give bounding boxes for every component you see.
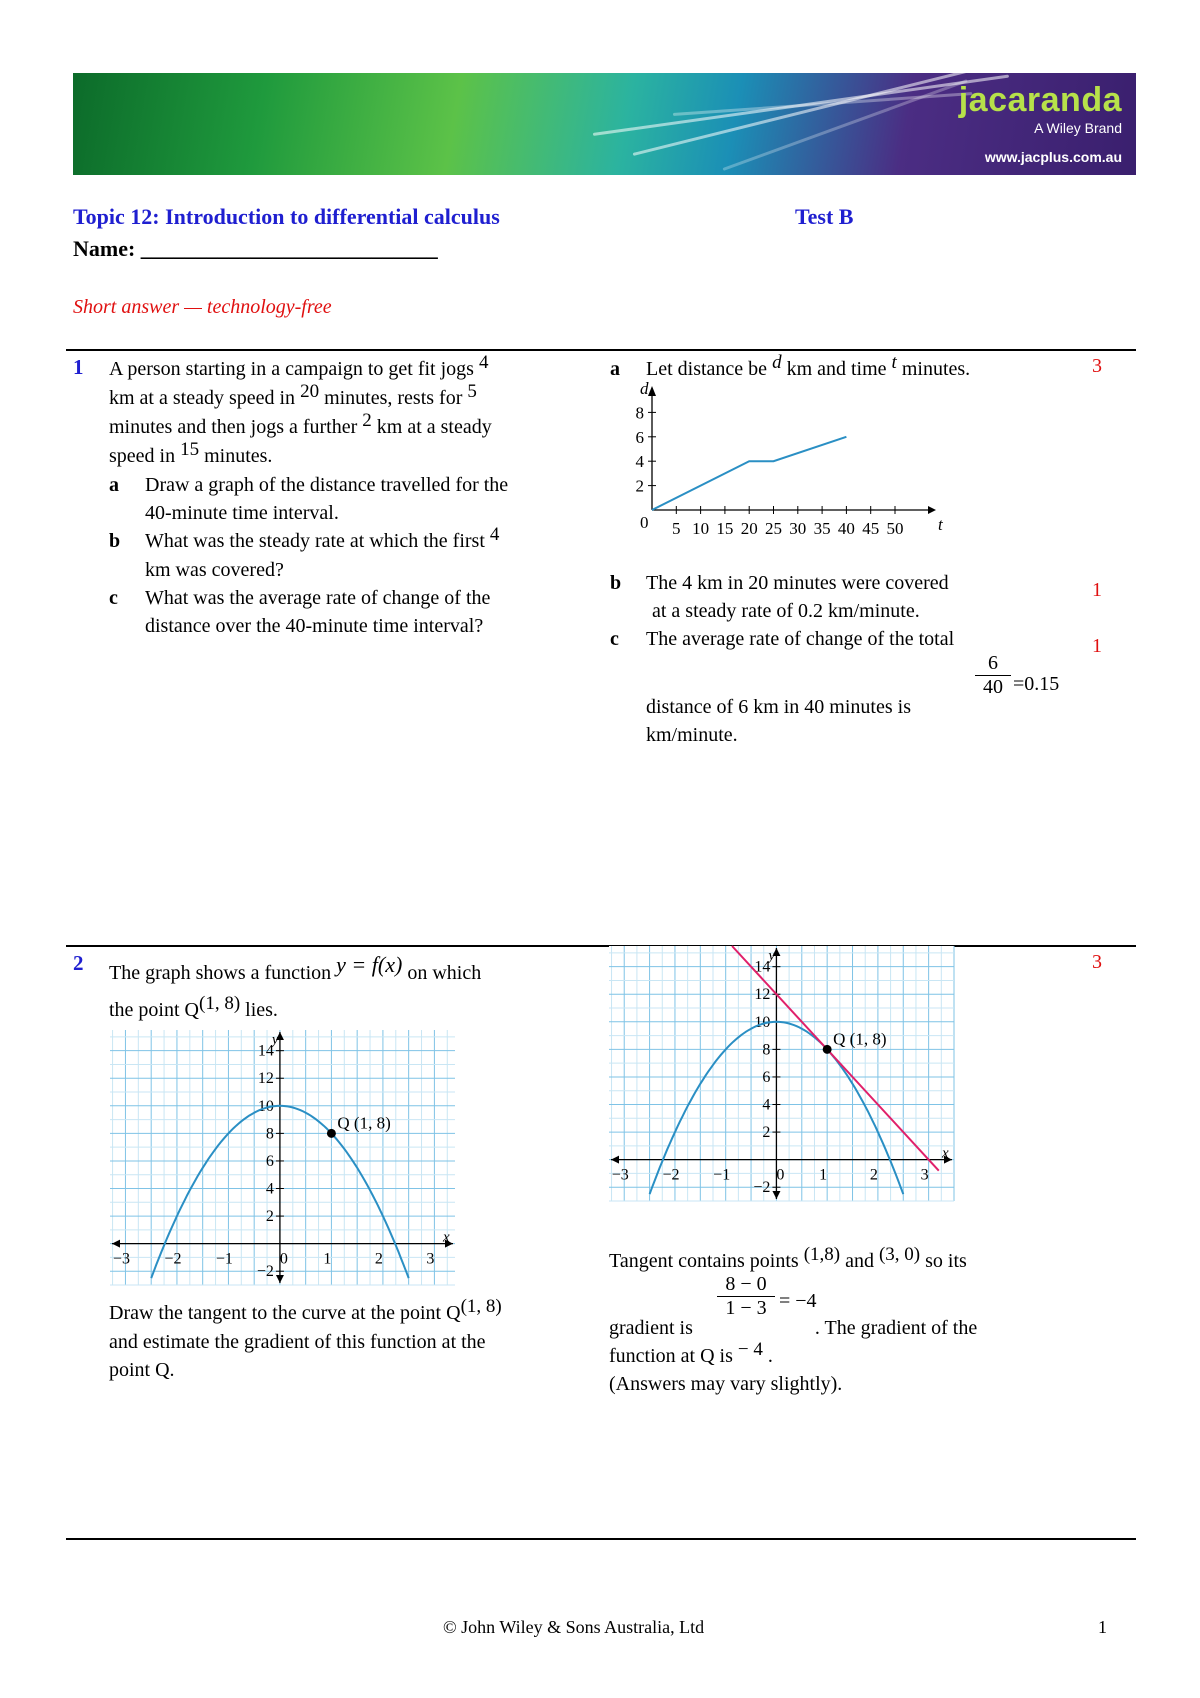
origin-label: 0	[640, 513, 649, 532]
mark: 3	[1092, 355, 1102, 377]
y-tick-label: 2	[265, 1208, 274, 1226]
q1-value: 15	[180, 439, 200, 460]
fraction-numerator: 6	[988, 652, 998, 674]
y-tick-label: 14	[257, 1042, 274, 1060]
answer-text: The 4 km in 20 minutes were covered	[646, 572, 949, 594]
y-tick-label: −2	[753, 1179, 771, 1197]
q1-line: km at a steady speed in	[109, 387, 296, 409]
y-tick-label: 2	[635, 476, 644, 496]
q1-value: 2	[362, 410, 372, 431]
fraction-denominator: 40	[975, 675, 1011, 699]
q1-answer-b	[610, 569, 1030, 653]
question-number: 1	[73, 355, 84, 379]
answer-text: minutes.	[901, 358, 971, 380]
answer-text: and	[845, 1250, 874, 1272]
q1-line: A person starting in a campaign to get fit jogs	[109, 358, 474, 380]
part-text: distance over the 40-minute time interval?	[145, 615, 484, 637]
divider-middle	[66, 945, 1136, 947]
tangent-graph	[609, 946, 954, 1201]
q1-value: 4	[489, 524, 500, 545]
x-tick-label: 35	[813, 519, 831, 538]
fraction-denominator: 1 − 3	[717, 1296, 775, 1320]
point-coordinates: (1,8)	[803, 1244, 841, 1265]
point-q	[327, 1129, 336, 1138]
y-tick-label: 10	[754, 1013, 771, 1031]
y-tick-label: 4	[635, 452, 644, 472]
point-coordinates: (3, 0)	[878, 1244, 921, 1265]
publisher-logo	[959, 81, 1122, 165]
q2-instruction	[109, 1296, 599, 1384]
x-tick-label: −3	[112, 1250, 130, 1268]
x-tick-label: 0	[776, 1166, 785, 1184]
var-d: d	[772, 352, 782, 373]
y-tick-label: 6	[635, 427, 644, 447]
y-tick-label: 2	[762, 1124, 771, 1142]
test-label: Test B	[795, 204, 854, 229]
q1-line: km at a steady	[376, 416, 492, 438]
q1-answer-a	[610, 352, 971, 384]
part-text: km was covered?	[145, 559, 284, 581]
gradient-value: − 4	[737, 1339, 763, 1360]
q2-answer-line1	[609, 1244, 967, 1276]
page-number: 1	[1098, 1617, 1107, 1637]
x-tick-label: −2	[662, 1166, 680, 1184]
q2-text: lies.	[245, 999, 278, 1021]
part-label: c	[109, 587, 118, 609]
y-tick-label: 12	[257, 1070, 274, 1088]
brand-url: www.jacplus.com.au	[984, 149, 1122, 165]
section-label: Short answer — technology-free	[73, 296, 332, 318]
header-banner	[73, 73, 1136, 175]
x-tick-label: 5	[672, 519, 681, 538]
y-tick-label: 10	[257, 1097, 274, 1115]
brand-subtitle: A Wiley Brand	[1034, 120, 1122, 136]
plot-background	[110, 1030, 455, 1285]
part-text: What was the average rate of change of the	[145, 587, 491, 609]
x-tick-label: 3	[426, 1250, 435, 1268]
q1-line: speed in	[109, 445, 176, 467]
x-axis-label: t	[938, 515, 943, 534]
y-tick-label: 6	[265, 1152, 274, 1170]
q1-value: 5	[467, 381, 477, 402]
answer-text: Tangent contains points	[609, 1250, 799, 1272]
y-axis-label: d	[640, 379, 649, 398]
y-tick-label: 8	[762, 1041, 771, 1059]
answer-text: function at Q is	[609, 1345, 733, 1367]
x-tick-label: 40	[837, 519, 855, 538]
y-axis-arrow	[648, 386, 656, 396]
brand-logo-text: jacaranda	[958, 81, 1122, 119]
x-tick-label: 1	[323, 1250, 332, 1268]
y-tick-label: 14	[754, 958, 771, 976]
mark: 1	[1092, 579, 1102, 601]
x-axis-label: x	[443, 1229, 450, 1246]
part-text: 40-minute time interval.	[145, 502, 339, 524]
distance-line	[652, 437, 846, 510]
x-tick-label: −2	[164, 1250, 182, 1268]
answer-text: km/minute.	[646, 724, 738, 746]
q2-question-line1	[109, 952, 482, 987]
x-tick-label: 3	[920, 1166, 929, 1184]
q2-text: Draw the tangent to the curve at the point Q	[109, 1302, 461, 1324]
mark: 3	[1092, 951, 1102, 973]
x-tick-label: 2	[869, 1166, 878, 1184]
x-axis-arrow	[928, 506, 936, 514]
fraction	[975, 652, 1011, 699]
q1-line: minutes and then jogs a further	[109, 416, 358, 438]
point-q-label: Q (1, 8)	[833, 1029, 887, 1049]
x-tick-label: 15	[716, 519, 734, 538]
q1-question	[109, 352, 599, 640]
answer-text: . The gradient of the	[814, 1317, 978, 1339]
q2-text: on which	[407, 962, 482, 984]
parabola-graph	[110, 1030, 455, 1285]
answer-text: gradient is	[609, 1317, 693, 1339]
y-tick-label: −2	[256, 1263, 274, 1281]
answer-label: b	[610, 572, 622, 594]
function-notation: y = f(x)	[336, 952, 403, 977]
y-axis-label: y	[271, 1032, 279, 1048]
x-tick-label: 2	[374, 1250, 383, 1268]
x-axis-label: x	[942, 1145, 949, 1162]
y-tick-label: 8	[635, 403, 644, 423]
point-q-label: Q (1, 8)	[337, 1113, 391, 1133]
x-tick-label: 50	[886, 519, 904, 538]
answer-text: distance of 6 km in 40 minutes is	[646, 696, 911, 718]
answer-label: a	[610, 358, 620, 380]
divider-top	[66, 349, 1136, 351]
mark: 1	[1092, 635, 1102, 657]
part-label: a	[109, 474, 119, 496]
fraction-result: =0.15	[1013, 673, 1060, 695]
topic-title: Topic 12: Introduction to differential calculus	[73, 204, 500, 229]
q1-line: minutes.	[204, 445, 273, 467]
point-coordinates: (1, 8)	[199, 993, 241, 1014]
name-field: Name: ___________________________	[73, 236, 438, 261]
answer-label: c	[610, 628, 619, 650]
y-axis-label: y	[768, 948, 776, 964]
copyright: © John Wiley & Sons Australia, Ltd	[443, 1617, 705, 1637]
divider-bottom	[66, 1538, 1136, 1540]
fraction-result: = −4	[779, 1290, 817, 1312]
var-t: t	[891, 352, 897, 373]
q2-text: The graph shows a function	[109, 962, 332, 984]
part-label: b	[109, 530, 121, 552]
distance-time-graph	[635, 379, 943, 542]
q2-question-line2	[109, 993, 278, 1025]
x-tick-label: −1	[215, 1250, 233, 1268]
answer-text: at a steady rate of 0.2 km/minute.	[652, 600, 920, 622]
answer-text: .	[767, 1345, 773, 1367]
answer-text: km and time	[786, 358, 887, 380]
y-tick-label: 8	[265, 1125, 274, 1143]
y-tick-label: 4	[265, 1180, 274, 1198]
point-q	[823, 1045, 832, 1054]
x-tick-label: 1	[819, 1166, 828, 1184]
answer-text: Let distance be	[646, 358, 768, 380]
x-tick-label: 20	[740, 519, 758, 538]
x-tick-label: 10	[692, 519, 710, 538]
answer-text: The average rate of change of the total	[646, 628, 955, 650]
x-tick-label: −3	[611, 1166, 629, 1184]
q2-text: the point Q	[109, 999, 199, 1021]
x-tick-label: 30	[789, 519, 807, 538]
q2-answer-line2	[609, 1314, 977, 1342]
x-tick-label: 45	[862, 519, 880, 538]
q2-text: point Q.	[109, 1359, 175, 1381]
x-tick-label: −1	[713, 1166, 731, 1184]
q1-value: 4	[478, 352, 489, 373]
y-tick-label: 6	[762, 1068, 771, 1086]
part-text: What was the steady rate at which the first	[145, 530, 485, 552]
x-tick-label: 0	[279, 1250, 288, 1268]
q1-line: minutes, rests for	[324, 387, 463, 409]
answer-note: (Answers may vary slightly).	[609, 1373, 843, 1395]
point-coordinates: (1, 8)	[460, 1296, 502, 1317]
y-tick-label: 12	[754, 986, 771, 1004]
answer-text: so its	[925, 1250, 967, 1272]
fraction	[717, 1273, 775, 1320]
q1-value: 20	[300, 381, 320, 402]
fraction-numerator: 8 − 0	[725, 1273, 767, 1295]
q2-text: and estimate the gradient of this function at the	[109, 1331, 486, 1353]
question-number: 2	[73, 951, 84, 975]
y-tick-label: 4	[762, 1096, 771, 1114]
x-tick-label: 25	[765, 519, 782, 538]
q2-answer-line3	[609, 1339, 773, 1371]
part-text: Draw a graph of the distance travelled for the	[145, 474, 509, 496]
